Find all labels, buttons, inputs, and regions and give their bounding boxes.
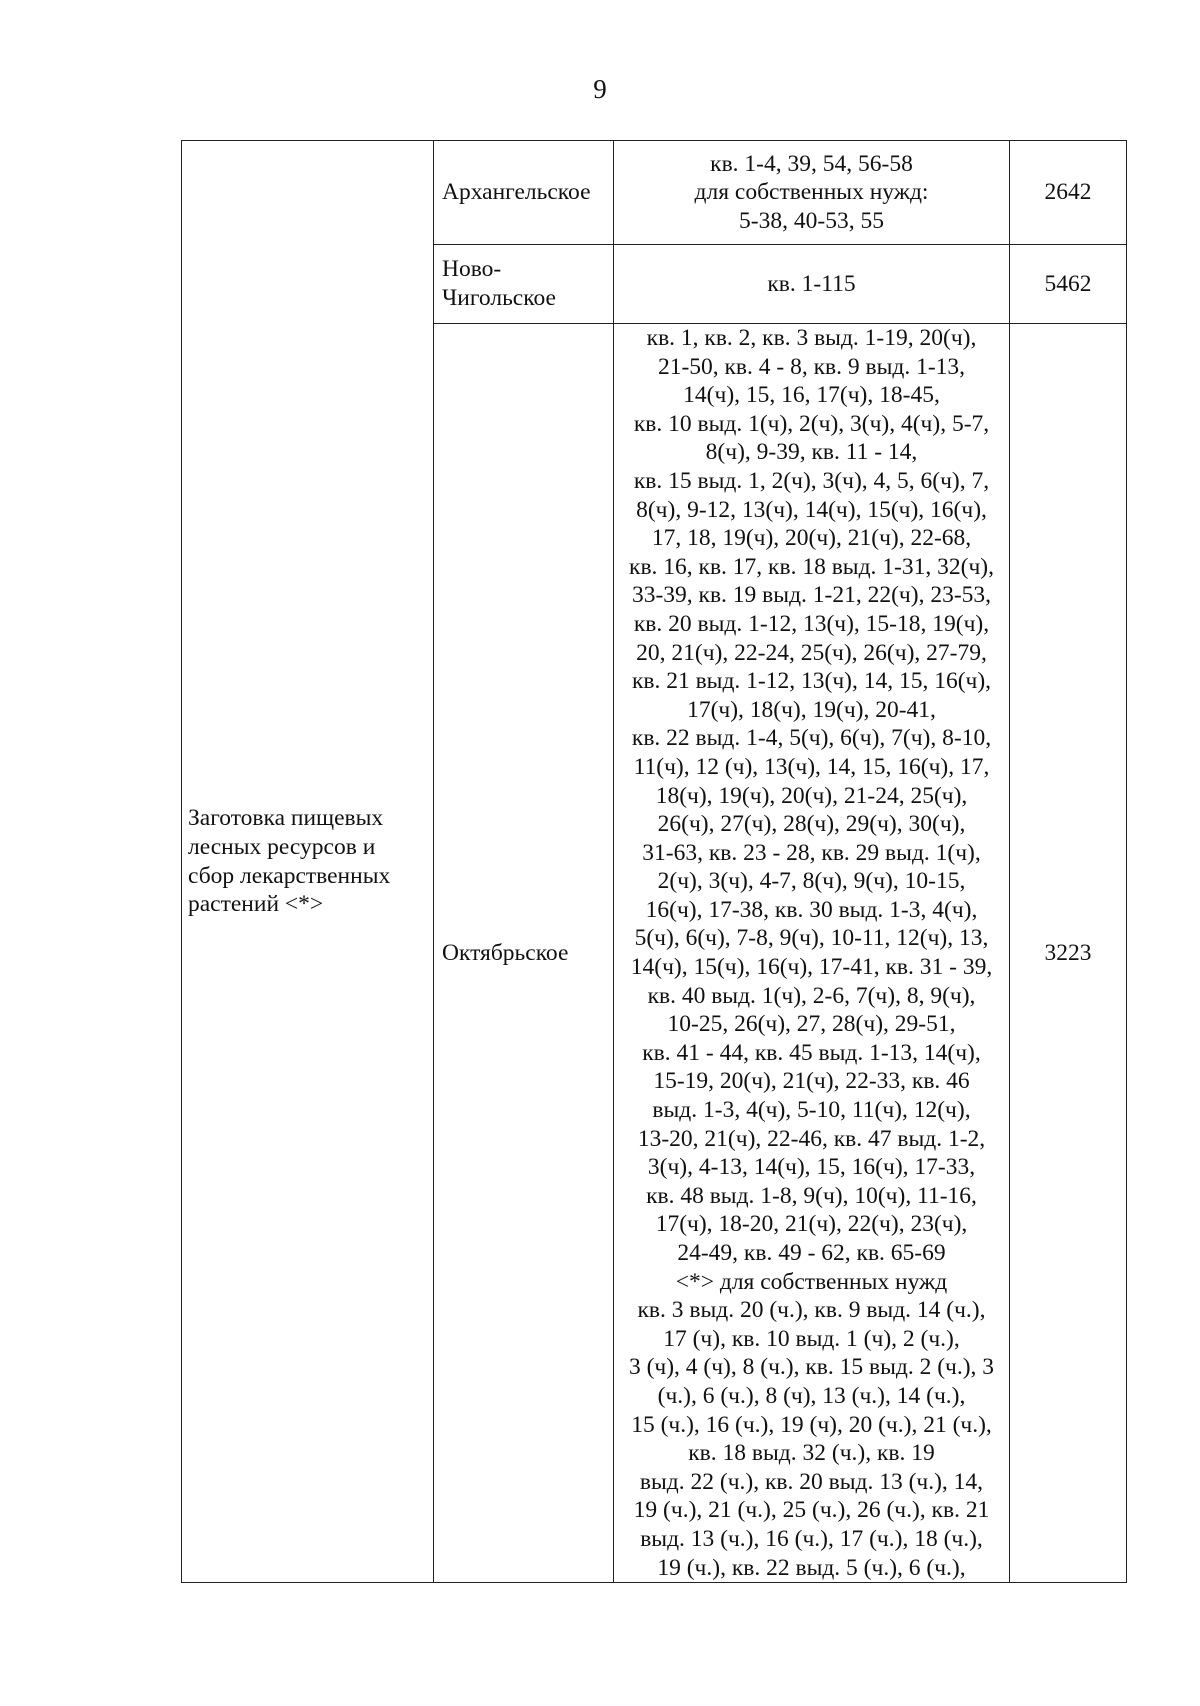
forestry-name: Архангельское (442, 179, 591, 206)
area-cell: 2642 (1010, 141, 1127, 245)
quarters-line: кв. 20 выд. 1-12, 13(ч), 15-18, 19(ч), (633, 610, 990, 637)
quarters-line: кв. 15 выд. 1, 2(ч), 3(ч), 4, 5, 6(ч), 7, (633, 467, 990, 494)
quarters-line: кв. 41 - 44, кв. 45 выд. 1-13, 14(ч), (642, 1039, 981, 1066)
quarters-line: <*> для собственных нужд (675, 1268, 948, 1295)
quarters-line: 18(ч), 19(ч), 20(ч), 21-24, 25(ч), (655, 782, 968, 809)
quarters-line: кв. 40 выд. 1(ч), 2-6, 7(ч), 8, 9(ч), (647, 982, 976, 1009)
quarters-line: 15-19, 20(ч), 21(ч), 22-33, кв. 46 (653, 1068, 970, 1095)
quarters-line: 13-20, 21(ч), 22-46, кв. 47 выд. 1-2, (637, 1125, 986, 1152)
quarters-line: выд. 22 (ч.), кв. 20 выд. 13 (ч.), 14, (639, 1468, 984, 1495)
quarters-line: кв. 1, кв. 2, кв. 3 выд. 1-19, 20(ч), (646, 325, 977, 351)
quarters-line: кв. 48 выд. 1-8, 9(ч), 10(ч), 11-16, (646, 1182, 977, 1209)
quarters-line: 3 (ч), 4 (ч), 8 (ч.), кв. 15 выд. 2 (ч.), 3 (628, 1354, 995, 1381)
forestry-name: Октябрьское (442, 939, 569, 966)
quarters-line: 31-63, кв. 23 - 28, кв. 29 выд. 1(ч), (642, 839, 981, 866)
quarters-line: (ч.), 6 (ч.), 8 (ч), 13 (ч.), 14 (ч.), (657, 1382, 966, 1409)
quarters-line: 26(ч), 27(ч), 28(ч), 29(ч), 30(ч), (657, 811, 966, 838)
quarters-line: 17(ч), 18-20, 21(ч), 22(ч), 23(ч), (655, 1211, 968, 1238)
quarters-line: 19 (ч.), кв. 22 выд. 5 (ч.), 6 (ч.), (657, 1554, 966, 1581)
quarters-line: 19 (ч.), 21 (ч.), 25 (ч.), 26 (ч.), кв. 21 (633, 1497, 990, 1524)
quarters-line: кв. 1-115 (767, 270, 856, 297)
activity-line: лесных ресурсов и (188, 833, 376, 860)
quarters-line: кв. 1-4, 39, 54, 56-58 (710, 150, 913, 177)
quarters-cell (614, 324, 1010, 1583)
activity-line: растений <*> (188, 891, 324, 918)
page-number: 9 (593, 74, 607, 104)
quarters-line: для собственных нужд: (694, 179, 929, 206)
quarters-line: 24-49, кв. 49 - 62, кв. 65-69 (677, 1240, 946, 1266)
quarters-line: выд. 13 (ч.), 16 (ч.), 17 (ч.), 18 (ч.), (640, 1525, 983, 1552)
quarters-line: кв. 21 выд. 1-12, 13(ч), 14, 15, 16(ч), (631, 668, 992, 695)
quarters-cell (614, 245, 1010, 324)
forestry-name: Чигольское (442, 285, 556, 311)
quarters-line: кв. 10 выд. 1(ч), 2(ч), 3(ч), 4(ч), 5-7, (633, 410, 990, 437)
quarters-line: 17(ч), 18(ч), 19(ч), 20-41, (687, 696, 936, 723)
activity-cell (182, 141, 434, 1583)
quarters-line: 20, 21(ч), 22-24, 25(ч), 26(ч), 27-79, (636, 639, 987, 666)
quarters-line: кв. 18 выд. 32 (ч.), кв. 19 (688, 1440, 935, 1467)
quarters-line: 14(ч), 15, 16, 17(ч), 18-45, (683, 382, 940, 409)
quarters-line: 8(ч), 9-12, 13(ч), 14(ч), 15(ч), 16(ч), (636, 496, 987, 523)
quarters-line: 21-50, кв. 4 - 8, кв. 9 выд. 1-13, (657, 353, 966, 380)
quarters-line: кв. 16, кв. 17, кв. 18 выд. 1-31, 32(ч), (629, 553, 994, 580)
quarters-line: 33-39, кв. 19 выд. 1-21, 22(ч), 23-53, (631, 582, 992, 609)
quarters-line: 5(ч), 6(ч), 7-8, 9(ч), 10-11, 12(ч), 13, (634, 925, 989, 952)
forestry-name: Ново- (442, 256, 502, 283)
activity-line: сбор лекарственных (188, 862, 391, 889)
forestry-cell (434, 141, 614, 245)
quarters-cell (614, 141, 1010, 245)
quarters-line: 10-25, 26(ч), 27, 28(ч), 29-51, (667, 1011, 956, 1038)
quarters-line: 15 (ч.), 16 (ч.), 19 (ч), 20 (ч.), 21 (ч.), (631, 1411, 992, 1438)
quarters-line: кв. 3 выд. 20 (ч.), кв. 9 выд. 14 (ч.), (637, 1297, 986, 1324)
quarters-line: 11(ч), 12 (ч), 13(ч), 14, 15, 16(ч), 17, (633, 753, 990, 780)
table-row (182, 141, 1127, 245)
activity-line: Заготовка пищевых (188, 805, 384, 832)
quarters-line: 3(ч), 4-13, 14(ч), 15, 16(ч), 17-33, (647, 1154, 976, 1181)
forestry-cell (434, 245, 614, 324)
quarters-line: 5-38, 40-53, 55 (739, 207, 884, 234)
area-cell: 5462 (1010, 245, 1127, 324)
area-cell: 3223 (1010, 324, 1127, 1583)
quarters-line: 16(ч), 17-38, кв. 30 выд. 1-3, 4(ч), (645, 896, 978, 923)
quarters-line: 17 (ч), кв. 10 выд. 1 (ч), 2 (ч.), (663, 1325, 960, 1352)
quarters-line: выд. 1-3, 4(ч), 5-10, 11(ч), 12(ч), (652, 1097, 971, 1124)
quarters-line: 2(ч), 3(ч), 4-7, 8(ч), 9(ч), 10-15, (657, 868, 966, 895)
quarters-line: 8(ч), 9-39, кв. 11 - 14, (705, 439, 918, 466)
quarters-line: кв. 22 выд. 1-4, 5(ч), 6(ч), 7(ч), 8-10, (631, 725, 992, 752)
forestry-cell (434, 324, 614, 1583)
quarters-line: 14(ч), 15(ч), 16(ч), 17-41, кв. 31 - 39, (630, 954, 993, 981)
quarters-line: 17, 18, 19(ч), 20(ч), 21(ч), 22-68, (651, 525, 972, 552)
forestry-table (181, 140, 1127, 1583)
